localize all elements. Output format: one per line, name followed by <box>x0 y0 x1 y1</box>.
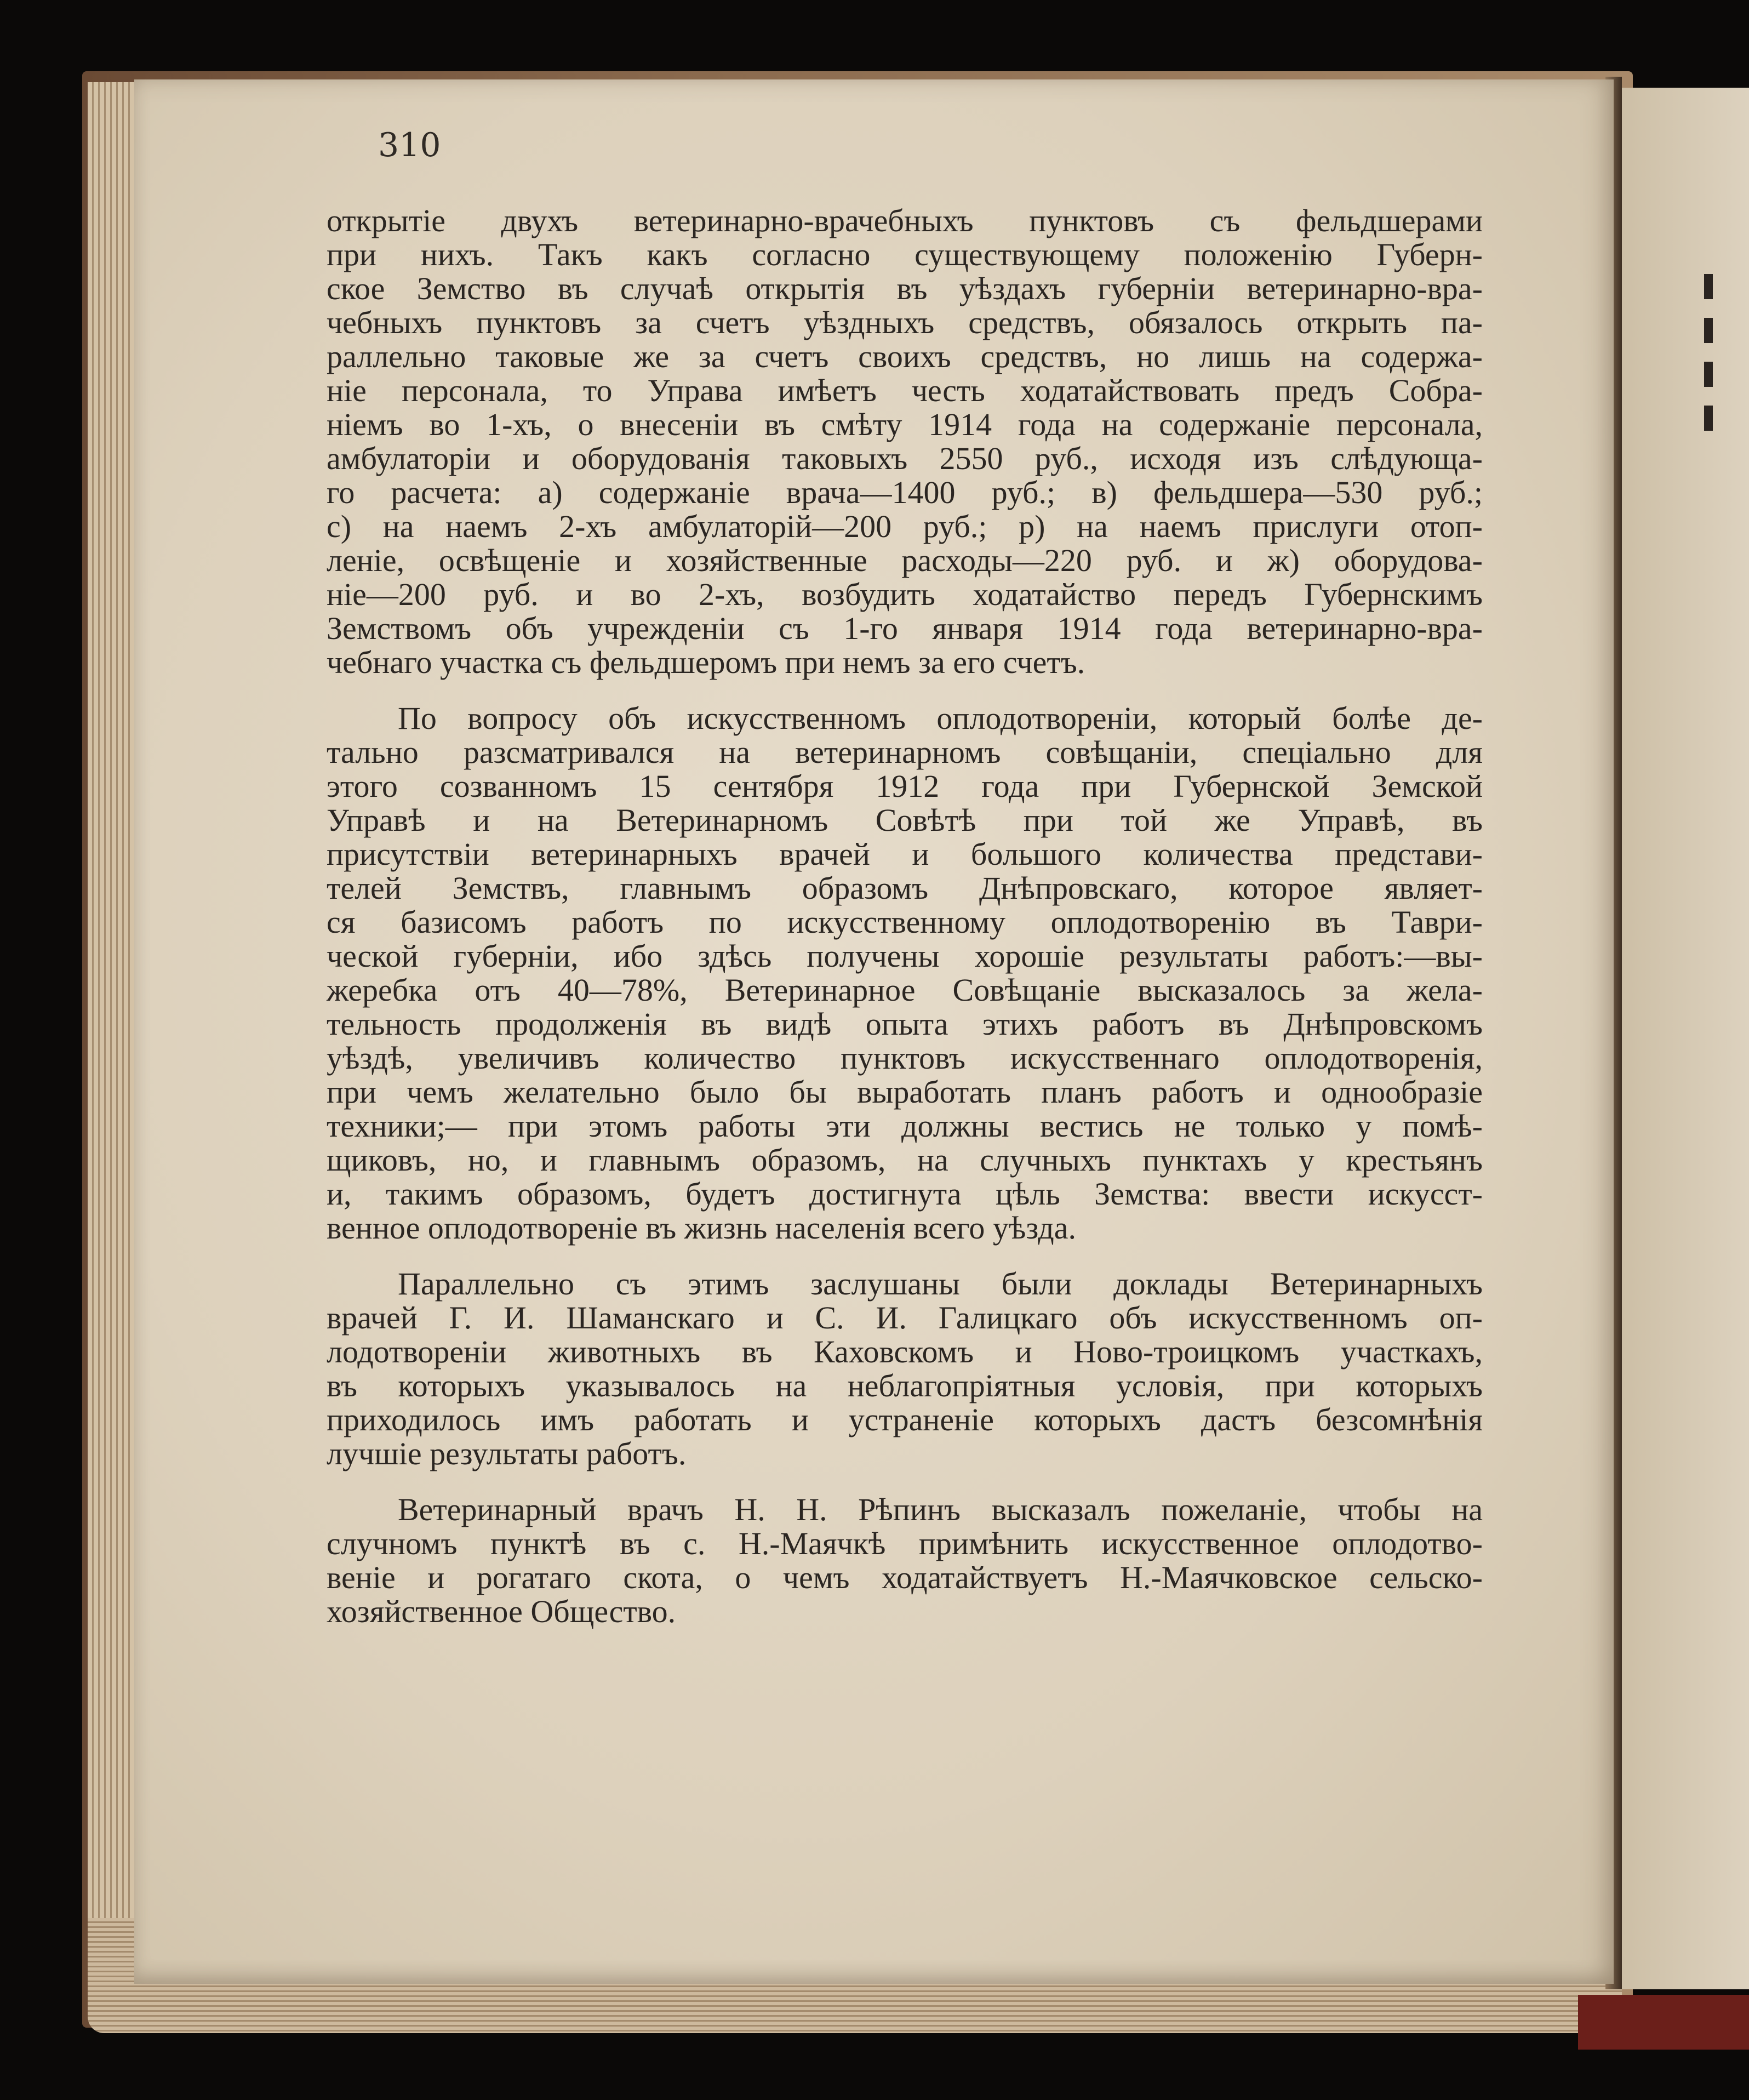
text-line: при нихъ. Такъ какъ согласно существующему положенію Губерн- <box>327 237 1483 272</box>
text-line: и, такимъ образомъ, будетъ достигнута цѣль Земства: ввести искусст- <box>327 1176 1483 1212</box>
text-line: амбулаторіи и оборудованія таковыхъ 2550 руб., исходя изъ слѣдующа- <box>327 441 1483 476</box>
text-line: техники;— при этомъ работы эти должны вестись не только у помѣ- <box>327 1108 1483 1144</box>
text-line: с) на наемъ 2-хъ амбулаторій—200 руб.; р) на наемъ прислуги отоп- <box>327 509 1483 544</box>
text-line: чебнаго участка съ фельдшеромъ при немъ за его счетъ. <box>327 644 1085 680</box>
text-line: лучшіе результаты работъ. <box>327 1436 687 1471</box>
paragraph <box>327 204 1483 680</box>
text-line: ское Земство въ случаѣ открытія въ уѣздахъ губерніи ветеринарно-вра- <box>327 271 1483 306</box>
text-line: присутствіи ветеринарныхъ врачей и большого количества представи- <box>327 836 1483 872</box>
text-line: телей Земствъ, главнымъ образомъ Днѣпровскаго, которое являет- <box>327 870 1483 906</box>
text-line: ніе персонала, то Управа имѣетъ честь ходатайствовать предъ Собра- <box>327 373 1483 408</box>
text-line: лодотвореніи животныхъ въ Каховскомъ и Ново-троицкомъ участкахъ, <box>327 1334 1483 1369</box>
text-fragment <box>1704 362 1713 387</box>
text-line: въ которыхъ указывалось на неблагопріятныя условія, при которыхъ <box>327 1368 1483 1403</box>
text-line: Параллельно съ этимъ заслушаны были доклады Ветеринарныхъ <box>398 1266 1483 1302</box>
text-line: хозяйственное Общество. <box>327 1594 676 1629</box>
page-text <box>327 204 1483 1651</box>
text-line: ся базисомъ работъ по искусственному оплодотворенію въ Таври- <box>327 904 1483 940</box>
text-line: ческой губерніи, ибо здѣсь получены хорошіе результаты работъ:—вы- <box>327 938 1483 974</box>
text-line: леніе, освѣщеніе и хозяйственные расходы—220 руб. и ж) оборудова- <box>327 543 1483 578</box>
text-line: при чемъ желательно было бы выработать планъ работъ и однообразіе <box>327 1074 1483 1110</box>
text-line: Земствомъ объ учрежденіи съ 1-го января 1914 года ветеринарно-вра- <box>327 610 1483 646</box>
text-line: го расчета: а) содержаніе врача—1400 руб.; в) фельдшера—530 руб.; <box>327 475 1483 510</box>
text-line: венное оплодотвореніе въ жизнь населенія всего уѣзда. <box>327 1210 1076 1246</box>
text-line: открытіе двухъ ветеринарно-врачебныхъ пунктовъ съ фельдшерами <box>327 203 1483 238</box>
text-line: веніе и рогатаго скота, о чемъ ходатайствуетъ Н.-Маячковское сельско- <box>327 1560 1483 1595</box>
text-line: чебныхъ пунктовъ за счетъ уѣздныхъ средствъ, обязалось открыть па- <box>327 305 1483 340</box>
text-line: этого созванномъ 15 сентября 1912 года при Губернской Земской <box>327 768 1483 804</box>
paragraph <box>327 1267 1483 1471</box>
text-line: тально разсматривался на ветеринарномъ совѣщаніи, спеціально для <box>327 734 1483 770</box>
text-line: ніемъ во 1-хъ, о внесеніи въ смѣту 1914 года на содержаніе персонала, <box>327 407 1483 442</box>
text-line: уѣздѣ, увеличивъ количество пунктовъ искусственнаго оплодотворенія, <box>327 1040 1483 1076</box>
text-line: Ветеринарный врачъ Н. Н. Рѣпинъ высказалъ пожеланіе, чтобы на <box>398 1492 1483 1527</box>
text-fragment <box>1704 406 1713 431</box>
text-line: Управѣ и на Ветеринарномъ Совѣтѣ при той же Управѣ, въ <box>327 802 1483 838</box>
text-line: жеребка отъ 40—78%, Ветеринарное Совѣщаніе высказалось за жела- <box>327 972 1483 1008</box>
text-line: приходилось имъ работать и устраненіе которыхъ дастъ безсомнѣнія <box>327 1402 1483 1437</box>
text-line: врачей Г. И. Шаманскаго и С. И. Галицкаго объ искусственномъ оп- <box>327 1300 1483 1336</box>
text-line: По вопросу объ искусственномъ оплодотвореніи, который болѣе де- <box>398 700 1483 736</box>
page-number: 310 <box>378 126 441 164</box>
text-line: случномъ пунктѣ въ с. Н.-Маячкѣ примѣнить искусственное оплодотво- <box>327 1526 1483 1561</box>
paragraph <box>327 701 1483 1245</box>
bookmark-cloth <box>1578 1995 1749 2050</box>
paragraph <box>327 1493 1483 1629</box>
text-line: щиковъ, но, и главнымъ образомъ, на случныхъ пунктахъ у крестьянъ <box>327 1142 1483 1178</box>
text-fragment <box>1704 274 1713 299</box>
text-line: ніе—200 руб. и во 2-хъ, возбудить ходатайство передъ Губернскимъ <box>327 577 1483 612</box>
text-line: тельность продолженія въ видѣ опыта этихъ работъ въ Днѣпровскомъ <box>327 1006 1483 1042</box>
page-stack-left-edge <box>88 82 140 2011</box>
text-fragment <box>1704 318 1713 343</box>
text-line: раллельно таковые же за счетъ своихъ средствъ, но лишь на содержа- <box>327 339 1483 374</box>
facing-page <box>1622 88 1749 1989</box>
